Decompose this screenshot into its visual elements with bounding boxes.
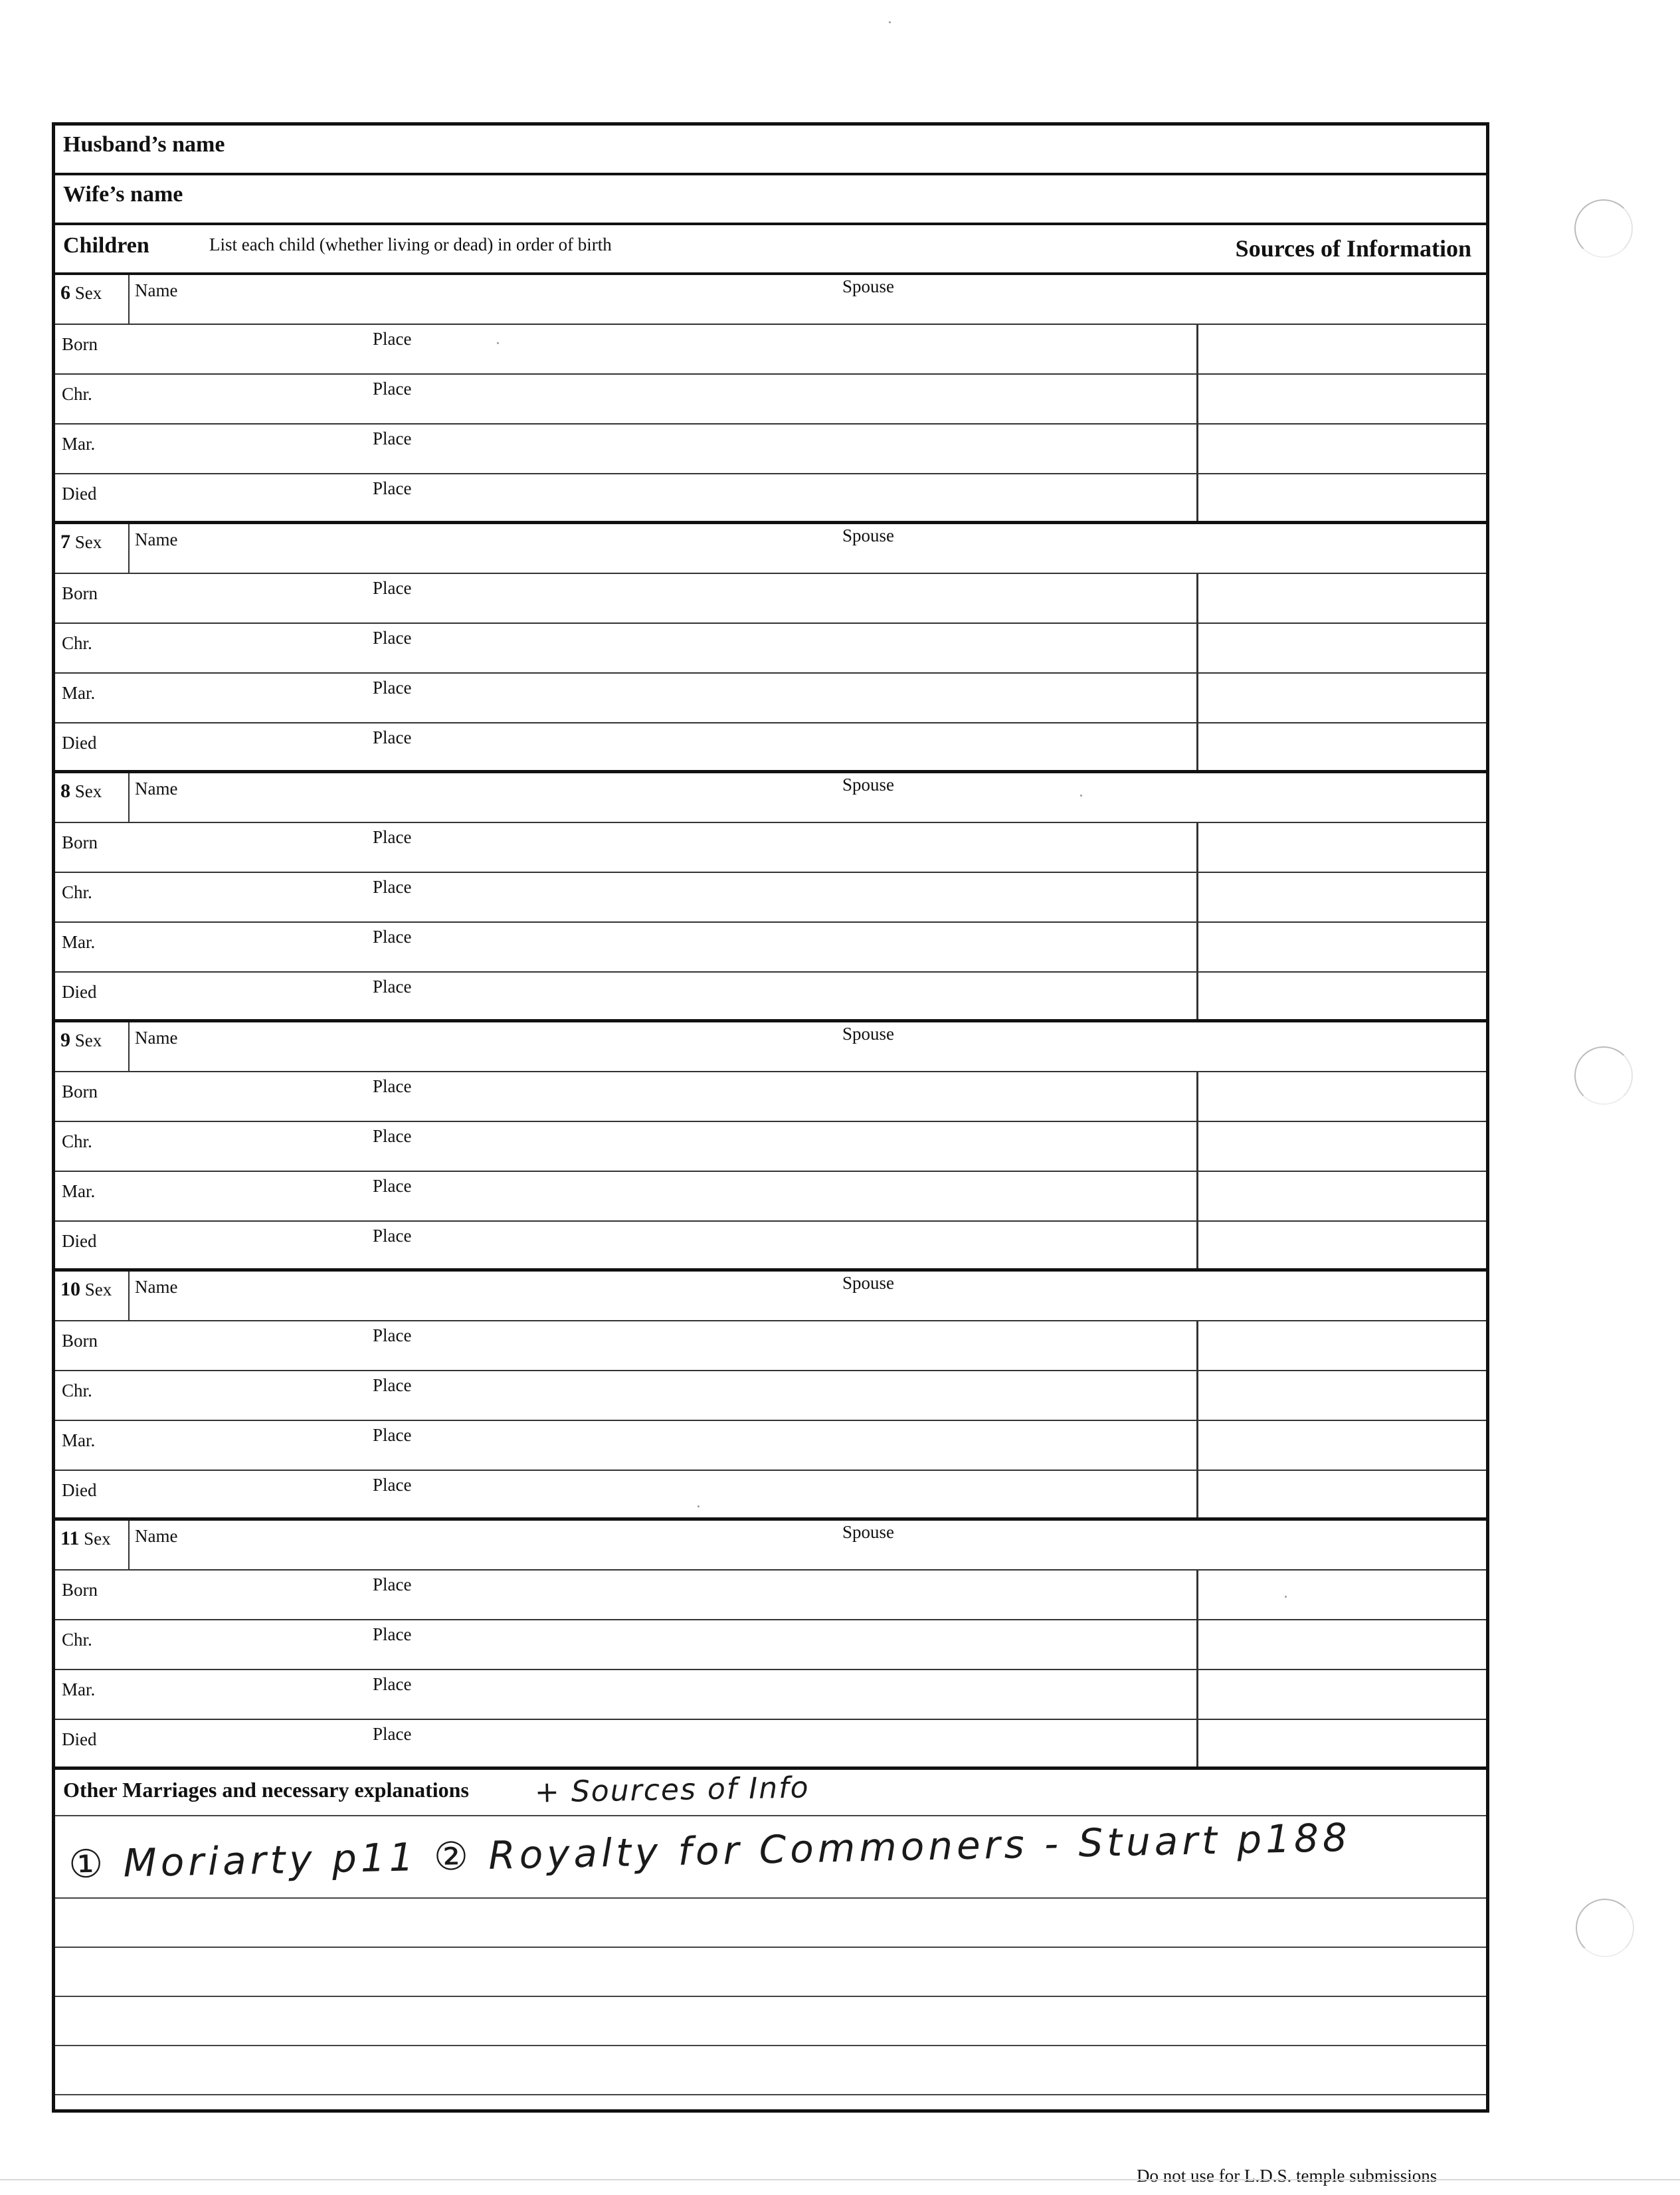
place-label: Place <box>373 977 412 997</box>
married-label: Mar. <box>62 1181 96 1201</box>
place-label: Place <box>373 1624 412 1644</box>
place-label: Place <box>373 1076 412 1096</box>
born-row[interactable] <box>55 1571 1486 1620</box>
child-number: 10 <box>60 1278 80 1300</box>
born-label: Born <box>62 334 98 354</box>
place-label: Place <box>373 678 412 698</box>
child-record <box>55 275 1486 524</box>
binder-hole-bottom <box>1576 1899 1634 1957</box>
married-row[interactable] <box>55 674 1486 723</box>
died-label: Died <box>62 982 97 1002</box>
handwritten-sources-note: + Sources of Info <box>534 1770 810 1810</box>
christened-label: Chr. <box>62 1630 92 1650</box>
name-label: Name <box>135 779 178 799</box>
sex-label: Sex <box>74 283 102 303</box>
place-label: Place <box>373 1325 412 1345</box>
child-sex-box[interactable] <box>55 1022 130 1071</box>
child-name-row[interactable] <box>55 773 1486 823</box>
name-label: Name <box>135 1526 178 1546</box>
spouse-label: Spouse <box>842 1522 895 1542</box>
spouse-label: Spouse <box>842 525 895 545</box>
writing-line <box>55 1897 1486 1899</box>
born-row[interactable] <box>55 325 1486 375</box>
handwritten-entry: ① Moriarty p11 ② Royalty for Commoners - Stuart p188 <box>68 1814 1352 1887</box>
place-label: Place <box>373 1126 412 1146</box>
children-label: Children <box>63 233 149 258</box>
born-row[interactable] <box>55 1072 1486 1122</box>
husband-row[interactable] <box>55 126 1486 175</box>
place-label: Place <box>373 628 412 648</box>
wife-row[interactable] <box>55 175 1486 225</box>
name-label: Name <box>135 1277 178 1297</box>
married-row[interactable] <box>55 923 1486 973</box>
sex-label: Sex <box>74 532 102 552</box>
spouse-label: Spouse <box>842 1024 895 1044</box>
christened-row[interactable] <box>55 375 1486 425</box>
sources-of-information-label: Sources of Information <box>1235 235 1471 262</box>
died-row[interactable] <box>55 474 1486 524</box>
born-label: Born <box>62 1331 98 1351</box>
spouse-label: Spouse <box>842 775 895 795</box>
died-row[interactable] <box>55 1720 1486 1770</box>
child-record <box>55 773 1486 1022</box>
sources-column[interactable] <box>1196 1072 1198 1268</box>
child-record <box>55 1521 1486 1770</box>
binder-hole-middle <box>1574 1046 1633 1105</box>
place-label: Place <box>373 1226 412 1246</box>
child-number: 6 <box>60 282 70 304</box>
other-marriages-section[interactable] <box>55 1770 1486 2109</box>
spouse-label: Spouse <box>842 1273 895 1293</box>
christened-label: Chr. <box>62 1381 92 1400</box>
christened-label: Chr. <box>62 882 92 902</box>
husband-label: Husband’s name <box>63 132 225 157</box>
child-sex-box[interactable] <box>55 773 130 822</box>
sources-column[interactable] <box>1196 823 1198 1019</box>
christened-row[interactable] <box>55 1122 1486 1172</box>
child-number: 8 <box>60 780 70 802</box>
writing-line <box>55 1947 1486 1948</box>
children-instruction: List each child (whether living or dead) in order of birth <box>209 235 612 254</box>
child-number: 11 <box>60 1527 80 1549</box>
born-label: Born <box>62 1580 98 1600</box>
sex-label: Sex <box>74 1030 102 1050</box>
writing-line <box>55 1996 1486 1997</box>
child-name-row[interactable] <box>55 524 1486 574</box>
child-name-row[interactable] <box>55 1272 1486 1321</box>
place-label: Place <box>373 877 412 897</box>
died-label: Died <box>62 1729 97 1749</box>
page-edge <box>0 2179 1680 2180</box>
child-name-row[interactable] <box>55 1521 1486 1571</box>
child-number: 7 <box>60 531 70 553</box>
married-label: Mar. <box>62 1679 96 1699</box>
place-label: Place <box>373 379 412 399</box>
spouse-label: Spouse <box>842 276 895 296</box>
child-name-row[interactable] <box>55 275 1486 325</box>
married-row[interactable] <box>55 1670 1486 1720</box>
place-label: Place <box>373 1674 412 1694</box>
died-row[interactable] <box>55 723 1486 773</box>
christened-label: Chr. <box>62 1131 92 1151</box>
place-label: Place <box>373 1425 412 1445</box>
born-label: Born <box>62 1082 98 1101</box>
born-row[interactable] <box>55 574 1486 624</box>
place-label: Place <box>373 578 412 598</box>
place-label: Place <box>373 478 412 498</box>
died-row[interactable] <box>55 1471 1486 1521</box>
born-label: Born <box>62 583 98 603</box>
binder-hole-top <box>1574 199 1633 258</box>
place-label: Place <box>373 1176 412 1196</box>
died-row[interactable] <box>55 973 1486 1022</box>
place-label: Place <box>373 1724 412 1744</box>
sources-column[interactable] <box>1196 1571 1198 1766</box>
child-record <box>55 1272 1486 1521</box>
sources-column[interactable] <box>1196 1321 1198 1517</box>
child-number: 9 <box>60 1029 70 1051</box>
married-label: Mar. <box>62 1430 96 1450</box>
born-row[interactable] <box>55 823 1486 873</box>
died-label: Died <box>62 484 97 504</box>
married-label: Mar. <box>62 683 96 703</box>
children-header <box>55 225 1486 275</box>
died-label: Died <box>62 733 97 753</box>
sex-label: Sex <box>74 781 102 801</box>
sex-label: Sex <box>84 1529 111 1549</box>
place-label: Place <box>373 1475 412 1495</box>
place-label: Place <box>373 727 412 747</box>
place-label: Place <box>373 429 412 448</box>
sources-column[interactable] <box>1196 574 1198 770</box>
writing-line <box>55 2094 1486 2095</box>
place-label: Place <box>373 1575 412 1594</box>
footer-notice: Do not use for L.D.S. temple submissions <box>1137 2166 1438 2186</box>
married-row[interactable] <box>55 425 1486 474</box>
name-label: Name <box>135 529 178 549</box>
place-label: Place <box>373 827 412 847</box>
name-label: Name <box>135 1028 178 1048</box>
died-label: Died <box>62 1231 97 1251</box>
wife-label: Wife’s name <box>63 182 183 207</box>
child-record <box>55 1022 1486 1272</box>
writing-line <box>55 2045 1486 2046</box>
married-label: Mar. <box>62 434 96 454</box>
place-label: Place <box>373 1375 412 1395</box>
child-sex-box[interactable] <box>55 1521 130 1569</box>
place-label: Place <box>373 927 412 947</box>
married-label: Mar. <box>62 932 96 952</box>
sources-column[interactable] <box>1196 325 1198 521</box>
child-sex-box[interactable] <box>55 275 130 324</box>
christened-row[interactable] <box>55 1371 1486 1421</box>
christened-label: Chr. <box>62 633 92 653</box>
died-label: Died <box>62 1480 97 1500</box>
other-marriages-label: Other Marriages and necessary explanations <box>63 1778 469 1802</box>
child-name-row[interactable] <box>55 1022 1486 1072</box>
christened-row[interactable] <box>55 873 1486 923</box>
christened-row[interactable] <box>55 1620 1486 1670</box>
born-row[interactable] <box>55 1321 1486 1371</box>
married-row[interactable] <box>55 1421 1486 1471</box>
born-label: Born <box>62 832 98 852</box>
christened-label: Chr. <box>62 384 92 404</box>
name-label: Name <box>135 280 178 300</box>
family-group-sheet <box>52 122 1489 2113</box>
child-sex-box[interactable] <box>55 1272 130 1320</box>
married-row[interactable] <box>55 1172 1486 1222</box>
scan-speck <box>889 21 891 23</box>
child-sex-box[interactable] <box>55 524 130 573</box>
sex-label: Sex <box>84 1280 112 1299</box>
christened-row[interactable] <box>55 624 1486 674</box>
child-record <box>55 524 1486 773</box>
place-label: Place <box>373 329 412 349</box>
died-row[interactable] <box>55 1222 1486 1272</box>
